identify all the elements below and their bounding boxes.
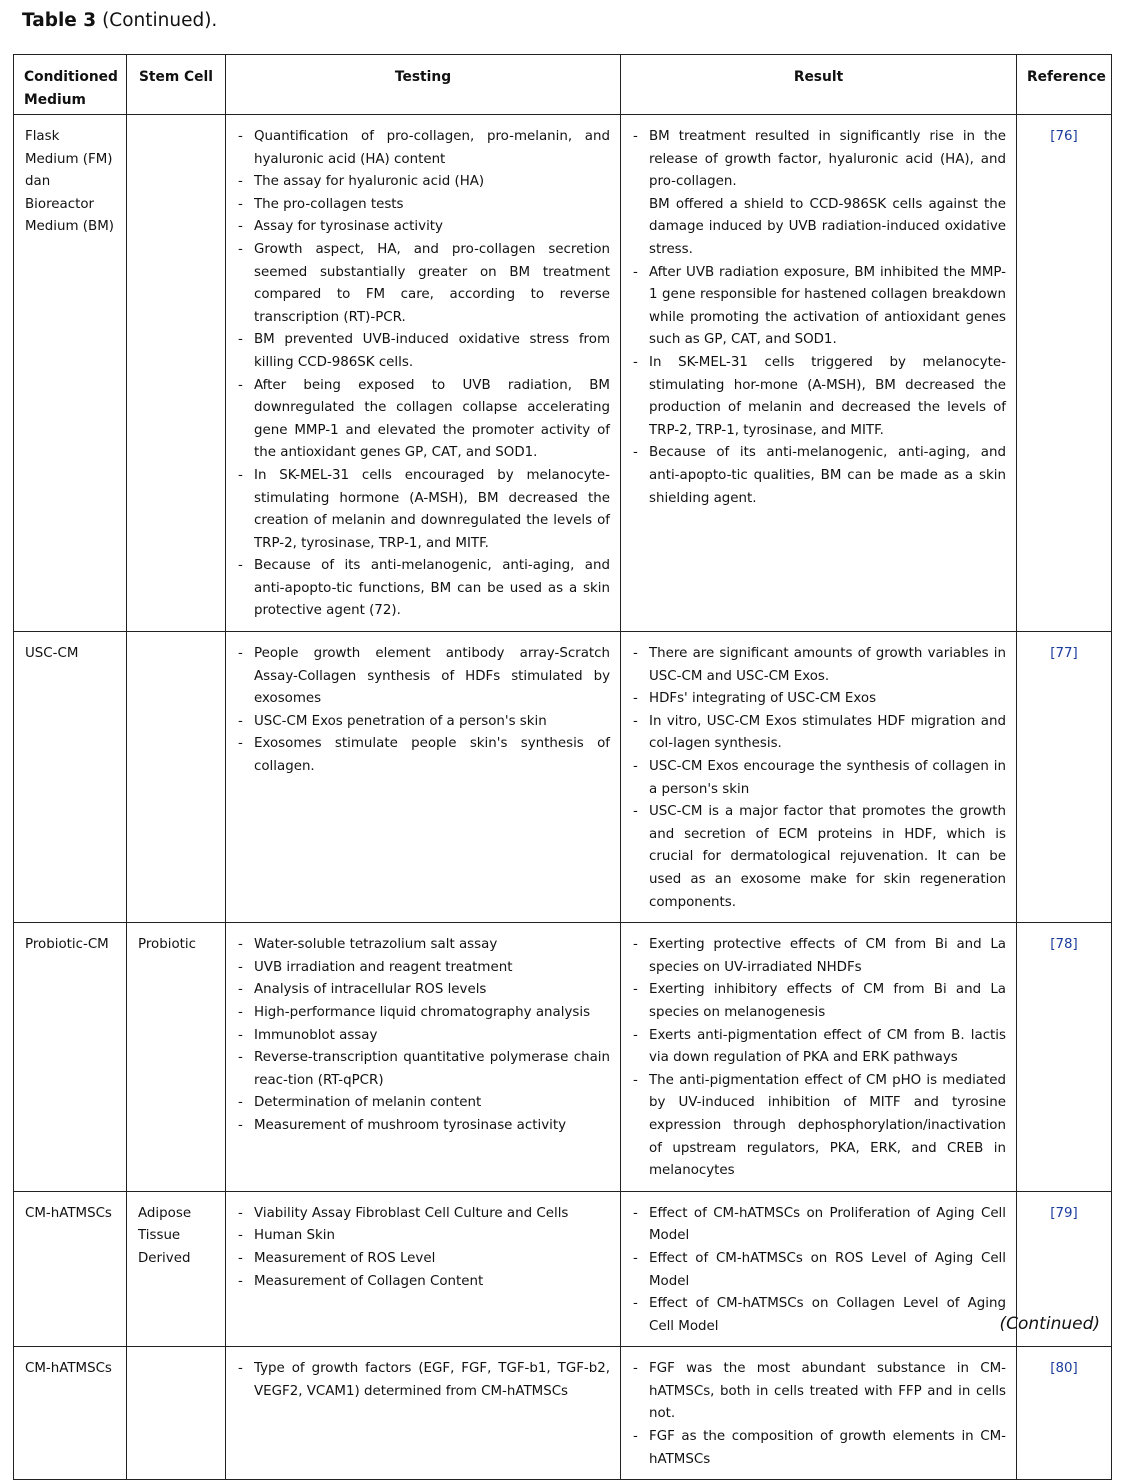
list-item: - FGF as the composition of growth elements in CM-hATMSCs bbox=[631, 1426, 1006, 1471]
testing-list bbox=[236, 643, 610, 779]
cell-result bbox=[621, 632, 1017, 923]
list-item: - Water-soluble tetrazolium salt assay bbox=[236, 934, 610, 957]
cell-stem-cell bbox=[127, 115, 226, 632]
continued-note: (Continued) bbox=[999, 1314, 1100, 1334]
reference-link[interactable]: [80] bbox=[1050, 1361, 1078, 1377]
list-item: - Because of its anti-melanogenic, anti-aging, and anti-apopto-tic qualities, BM can be made as a skin shielding agent. bbox=[631, 442, 1006, 510]
list-item: - Exerts anti-pigmentation effect of CM from B. lactis via down regulation of PKA and ERK pathways bbox=[631, 1025, 1006, 1070]
list-item: - Type of growth factors (EGF, FGF, TGF-b1, TGF-b2, VEGF2, VCAM1) determined from CM-hATMSCs bbox=[236, 1358, 610, 1403]
list-item: - Because of its anti-melanogenic, anti-aging, and anti-apopto-tic functions, BM can be used as a skin protective agent (72). bbox=[236, 555, 610, 623]
cell-reference bbox=[1017, 1347, 1112, 1480]
cell-conditioned-medium: Flask Medium (FM) dan Bioreactor Medium (BM) bbox=[14, 115, 127, 632]
cell-result bbox=[621, 115, 1017, 632]
list-item: - The anti-pigmentation effect of CM pHO is mediated by UV-induced inhibition of MITF and tyrosine expression through dephosphorylation/inactivation of upstream regulators, PKA, ERK, and CREB in melanocytes bbox=[631, 1070, 1006, 1183]
list-item: - Analysis of intracellular ROS levels bbox=[236, 979, 610, 1002]
result-list bbox=[631, 643, 1006, 914]
list-item: - There are significant amounts of growth variables in USC-CM and USC-CM Exos. bbox=[631, 643, 1006, 688]
list-item: - After UVB radiation exposure, BM inhibited the MMP-1 gene responsible for hastened collagen breakdown while promoting the activation of antioxidant genes such as GP, CAT, and SOD1. bbox=[631, 262, 1006, 352]
cell-testing bbox=[226, 1347, 621, 1480]
reference-link[interactable]: [78] bbox=[1050, 937, 1078, 953]
cell-result bbox=[621, 923, 1017, 1192]
table-row bbox=[14, 115, 1112, 632]
table-caption-label: Table 3 bbox=[22, 10, 97, 31]
list-item: - USC-CM Exos encourage the synthesis of collagen in a person's skin bbox=[631, 756, 1006, 801]
list-item: - Exosomes stimulate people skin's synthesis of collagen. bbox=[236, 733, 610, 778]
cell-reference bbox=[1017, 632, 1112, 923]
result-list bbox=[631, 934, 1006, 1183]
list-item: - In SK-MEL-31 cells encouraged by melanocyte-stimulating hormone (A-MSH), BM decreased the creation of melanin and downregulated the levels of TRP-2, tyrosinase, TRP-1, and MITF. bbox=[236, 465, 610, 555]
cell-stem-cell: Adipose Tissue Derived bbox=[127, 1191, 226, 1347]
list-item: - The assay for hyaluronic acid (HA) bbox=[236, 171, 610, 194]
table-row bbox=[14, 923, 1112, 1192]
list-item: - Human Skin bbox=[236, 1225, 610, 1248]
list-item: - After being exposed to UVB radiation, BM downregulated the collagen collapse accelerating gene MMP-1 and elevated the promoter activity of the antioxidant genes GP, CAT, and SOD1. bbox=[236, 375, 610, 465]
table-caption bbox=[22, 10, 217, 31]
table-row bbox=[14, 1347, 1112, 1480]
cell-testing bbox=[226, 923, 621, 1192]
list-item: - Quantification of pro-collagen, pro-melanin, and hyaluronic acid (HA) content bbox=[236, 126, 610, 171]
cell-conditioned-medium: Probiotic-CM bbox=[14, 923, 127, 1192]
list-item: - BM prevented UVB-induced oxidative stress from killing CCD-986SK cells. bbox=[236, 329, 610, 374]
list-item: - Exerting protective effects of CM from Bi and La species on UV-irradiated NHDFs bbox=[631, 934, 1006, 979]
cell-stem-cell bbox=[127, 632, 226, 923]
list-item: - Immunoblot assay bbox=[236, 1025, 610, 1048]
list-item: - UVB irradiation and reagent treatment bbox=[236, 957, 610, 980]
cell-reference bbox=[1017, 923, 1112, 1192]
list-item: - Exerting inhibitory effects of CM from Bi and La species on melanogenesis bbox=[631, 979, 1006, 1024]
cell-conditioned-medium: CM-hATMSCs bbox=[14, 1347, 127, 1480]
header-result: Result bbox=[621, 55, 1017, 115]
list-item: - USC-CM Exos penetration of a person's skin bbox=[236, 711, 610, 734]
cell-conditioned-medium: CM-hATMSCs bbox=[14, 1191, 127, 1347]
reference-link[interactable]: [79] bbox=[1050, 1205, 1078, 1221]
list-item: - High-performance liquid chromatography analysis bbox=[236, 1002, 610, 1025]
table-caption-suffix: (Continued). bbox=[102, 10, 218, 31]
list-item: - The pro-collagen tests bbox=[236, 194, 610, 217]
cell-testing bbox=[226, 1191, 621, 1347]
cell-testing bbox=[226, 632, 621, 923]
list-item: - Viability Assay Fibroblast Cell Culture and Cells bbox=[236, 1203, 610, 1226]
header-testing: Testing bbox=[226, 55, 621, 115]
result-list bbox=[631, 1358, 1006, 1471]
header-stem-cell: Stem Cell bbox=[127, 55, 226, 115]
list-item: - USC-CM is a major factor that promotes the growth and secretion of ECM proteins in HDF, which is crucial for dermatological rejuvenation. It can be used as an exosome make for skin regeneration components. bbox=[631, 801, 1006, 914]
data-table bbox=[13, 54, 1112, 1480]
testing-list bbox=[236, 1203, 610, 1293]
testing-list bbox=[236, 1358, 610, 1403]
list-item: - Effect of CM-hATMSCs on Proliferation of Aging Cell Model bbox=[631, 1203, 1006, 1248]
list-item: - In SK-MEL-31 cells triggered by melanocyte-stimulating hor-mone (A-MSH), BM decreased the production of melanin and decreased the levels of TRP-2, TRP-1, tyrosinase, and MITF. bbox=[631, 352, 1006, 442]
header-row bbox=[14, 55, 1112, 115]
list-item: - FGF was the most abundant substance in CM-hATMSCs, both in cells treated with FFP and in cells not. bbox=[631, 1358, 1006, 1426]
list-item: - In vitro, USC-CM Exos stimulates HDF migration and col-lagen synthesis. bbox=[631, 711, 1006, 756]
cell-conditioned-medium: USC-CM bbox=[14, 632, 127, 923]
testing-list bbox=[236, 126, 610, 623]
reference-link[interactable]: [76] bbox=[1050, 129, 1078, 144]
list-item: - HDFs' integrating of USC-CM Exos bbox=[631, 688, 1006, 711]
reference-link[interactable]: [77] bbox=[1050, 646, 1078, 662]
cell-stem-cell: Probiotic bbox=[127, 923, 226, 1192]
list-item: - Determination of melanin content bbox=[236, 1092, 610, 1115]
list-item: - Effect of CM-hATMSCs on Collagen Level of Aging Cell Model bbox=[631, 1293, 1006, 1338]
list-item: - People growth element antibody array-Scratch Assay-Collagen synthesis of HDFs stimulated by exosomes bbox=[236, 643, 610, 711]
cell-testing bbox=[226, 115, 621, 632]
table-row bbox=[14, 632, 1112, 923]
result-list bbox=[631, 1203, 1006, 1339]
list-item: - Measurement of Collagen Content bbox=[236, 1271, 610, 1294]
header-conditioned-medium: Conditioned Medium bbox=[14, 55, 127, 115]
list-item: BM offered a shield to CCD-986SK cells against the damage induced by UVB radiation-induced oxidative stress. bbox=[649, 196, 1006, 257]
list-item: - Measurement of mushroom tyrosinase activity bbox=[236, 1115, 610, 1138]
list-item: - Assay for tyrosinase activity bbox=[236, 216, 610, 239]
cell-stem-cell bbox=[127, 1347, 226, 1480]
table-row bbox=[14, 1191, 1112, 1347]
testing-list bbox=[236, 934, 610, 1137]
cell-reference bbox=[1017, 115, 1112, 632]
result-list bbox=[631, 126, 1006, 510]
cell-result bbox=[621, 1191, 1017, 1347]
list-item: - Reverse-transcription quantitative polymerase chain reac-tion (RT-qPCR) bbox=[236, 1047, 610, 1092]
header-reference: Reference bbox=[1017, 55, 1112, 115]
list-item: - Growth aspect, HA, and pro-collagen secretion seemed substantially greater on BM treatment compared to FM care, according to reverse transcription (RT)-PCR. bbox=[236, 239, 610, 329]
list-item: - Measurement of ROS Level bbox=[236, 1248, 610, 1271]
cell-result bbox=[621, 1347, 1017, 1480]
list-item: - Effect of CM-hATMSCs on ROS Level of Aging Cell Model bbox=[631, 1248, 1006, 1293]
list-item: - BM treatment resulted in significantly rise in the release of growth factor, hyaluronic acid (HA), and pro-collagen. bbox=[631, 126, 1006, 194]
